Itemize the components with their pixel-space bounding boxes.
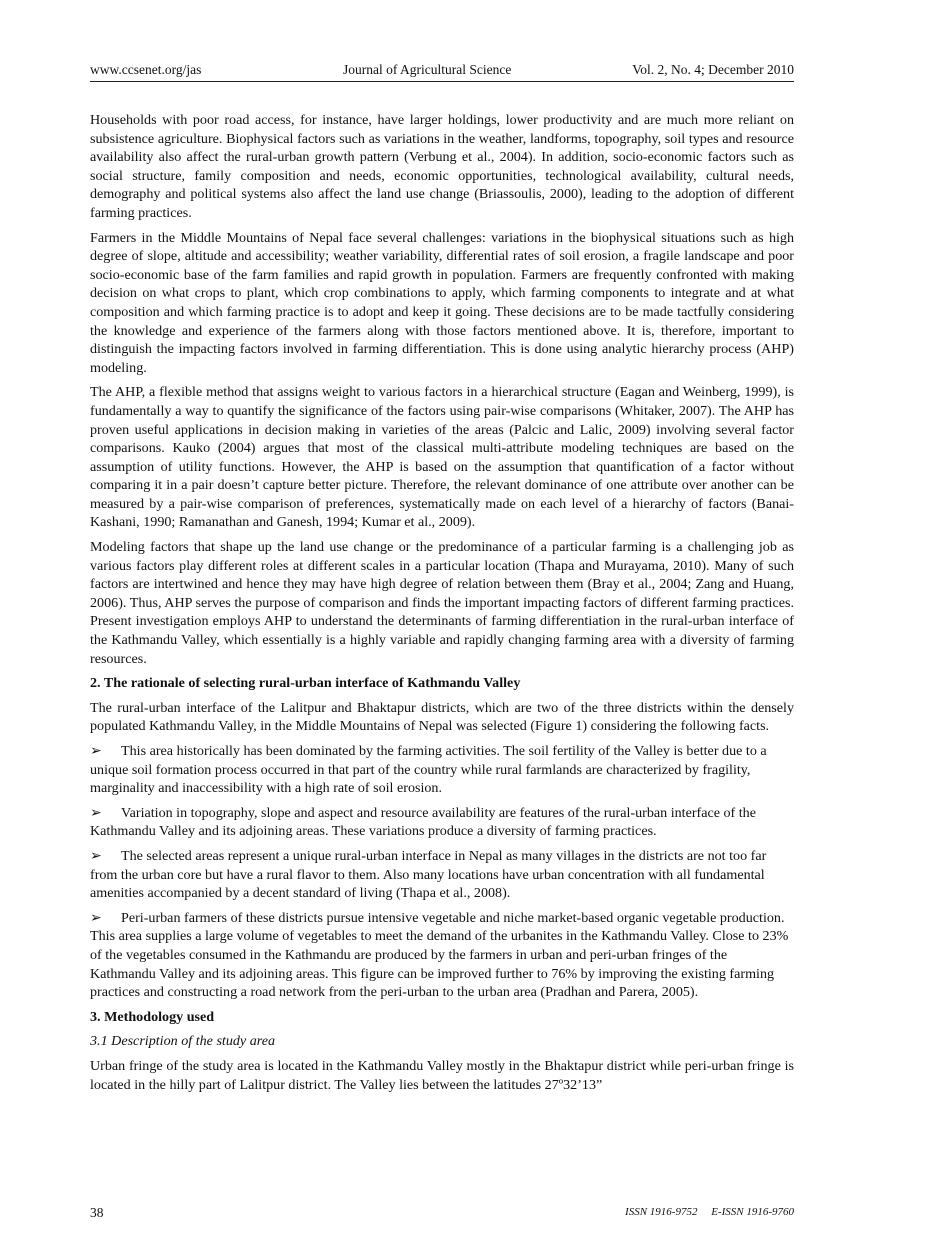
bullet-item [90,742,794,798]
subsection-heading: 3.1 Description of the study area [90,1033,276,1050]
issn-info: ISSN 1916-9752 E-ISSN 1916-9760 [625,1206,794,1218]
paragraph: Urban fringe of the study area is located in the Kathmandu Valley mostly in the Bhaktapur district while peri-urban fringe is located in the hilly part of Lalitpur district. The Valley lies between the latitudes 27º32’13” [90,1057,794,1093]
bullet-item [90,804,794,841]
bullet-text: Variation in topography, slope and aspect and resource availability are features of the rural-urban interface of the Kathmandu Valley and its adjoining areas. These variations produce a diversity of farming practices. [90,804,756,840]
arrow-bullet-icon: ➢ [90,909,102,926]
bullet-item [90,847,794,903]
paragraph: The AHP, a flexible method that assigns weight to various factors in a hierarchical structure (Eagan and Weinberg, 1999), is fundamentally a way to quantify the significance of the factors using pair-wise comparisons (Whitaker, 2007). The AHP has proven useful applications in decision making in varieties of the areas (Palcic and Lalic, 2009) involving several factor comparisons. Kauko (2004) argues that most of the classical multi-attribute modeling techniques are based on the assumption of utility functions. However, the AHP is based on the assumption that quantification of a factor without comparing it in a pair doesn’t capture better picture. Therefore, the relevant dominance of one attribute over another can be measured by a pair-wise comparison of preferences, systematically made on each level of a hierarchy of factors (Banai-Kashani, 1990; Ramanathan and Ganesh, 1994; Kumar et al., 2009). [90,384,794,531]
header-rule [90,81,794,82]
arrow-bullet-icon: ➢ [90,804,102,821]
paragraph: The rural-urban interface of the Lalitpur and Bhaktapur districts, which are two of the three districts within the densely populated Kathmandu Valley, in the Middle Mountains of Nepal was selected (Figure 1) considering the following facts. [90,699,794,735]
paragraph: Modeling factors that shape up the land use change or the predominance of a particular farming is a challenging job as various factors play different roles at different scales in a particular location (Thapa and Murayama, 2010). Many of such factors are intertwined and hence they may have high degree of relation between them (Bray et al., 2004; Zang and Huang, 2006). Thus, AHP serves the purpose of comparison and finds the important impacting factors of different farming practices. Present investigation employs AHP to understand the determinants of farming differentiation in the rural-urban interface of the Kathmandu Valley, which essentially is a highly variable and rapidly changing farming area with a diversity of farming resources. [90,539,794,667]
section-heading: 3. Methodology used [90,1008,215,1025]
volume-info: Vol. 2, No. 4; December 2010 [632,62,794,77]
section-heading: 2. The rationale of selecting rural-urban interface of Kathmandu Valley [90,675,521,692]
journal-website: www.ccsenet.org/jas [90,62,202,77]
arrow-bullet-icon: ➢ [90,847,102,864]
page-number: 38 [90,1205,104,1220]
paragraph: Farmers in the Middle Mountains of Nepal face several challenges: variations in the biophysical situations such as high degree of slope, altitude and accessibility; weather variability, differential rates of soil erosion, a fragile landscape and poor socio-economic base of the farm families and rapid growth in population. Farmers are frequently confronted with making decision on what crops to plant, which crop combinations to apply, which farming components to integrate and at what composition and which farming practice is to adopt and keep it going. These decisions are to be made tactfully considering the knowledge and experience of the farmers along with those factors mentioned above. It is, therefore, important to distinguish the impacting factors involved in farming differentiation. This is done using analytic hierarchy process (AHP) modeling. [90,229,794,376]
bullet-item [90,909,794,1002]
paragraph: Households with poor road access, for instance, have larger holdings, lower productivity and are much more reliant on subsistence agriculture. Biophysical factors such as variations in the weather, landforms, topography, soil types and resource availability also affect the rural-urban growth pattern (Verbung et al., 2004). In addition, socio-economic factors such as social structure, family composition and needs, economic opportunities, technological availability, cultural needs, demography and political systems also affect the land use change (Briassoulis, 2000), leading to the adoption of different farming practices. [90,112,794,221]
article-body [90,111,794,1100]
arrow-bullet-icon: ➢ [90,743,102,759]
bullet-text: Peri-urban farmers of these districts pursue intensive vegetable and niche market-based organic vegetable production. This area supplies a large volume of vegetables to meet the demand of the urbanites in the Kathmandu Valley. Close to 23% of the vegetables consumed in the Kathmandu are produced by the farmers in urban and peri-urban fringes of the Kathmandu Valley and its adjoining areas. This figure can be improved further to 76% by improving the existing farming practices and constructing a road network from the peri-urban to the urban area (Pradhan and Parera, 2005). [90,909,789,1001]
bullet-text: The selected areas represent a unique rural-urban interface in Nepal as many villages in the districts are not too far from the urban core but have a rural flavor to them. Also many locations have urban concentration with all fundamental amenities accompanied by a decent standard of living (Thapa et al., 2008). [90,847,767,902]
running-header [90,62,794,80]
journal-title: Journal of Agricultural Science [343,62,512,77]
bullet-text: This area historically has been dominated by the farming activities. The soil fertility of the Valley is better due to a unique soil formation process occurred in that part of the country while rural farmlands are characterized by fragility, marginality and inaccessibility with a high rate of soil erosion. [90,743,767,797]
running-footer [90,1205,794,1223]
